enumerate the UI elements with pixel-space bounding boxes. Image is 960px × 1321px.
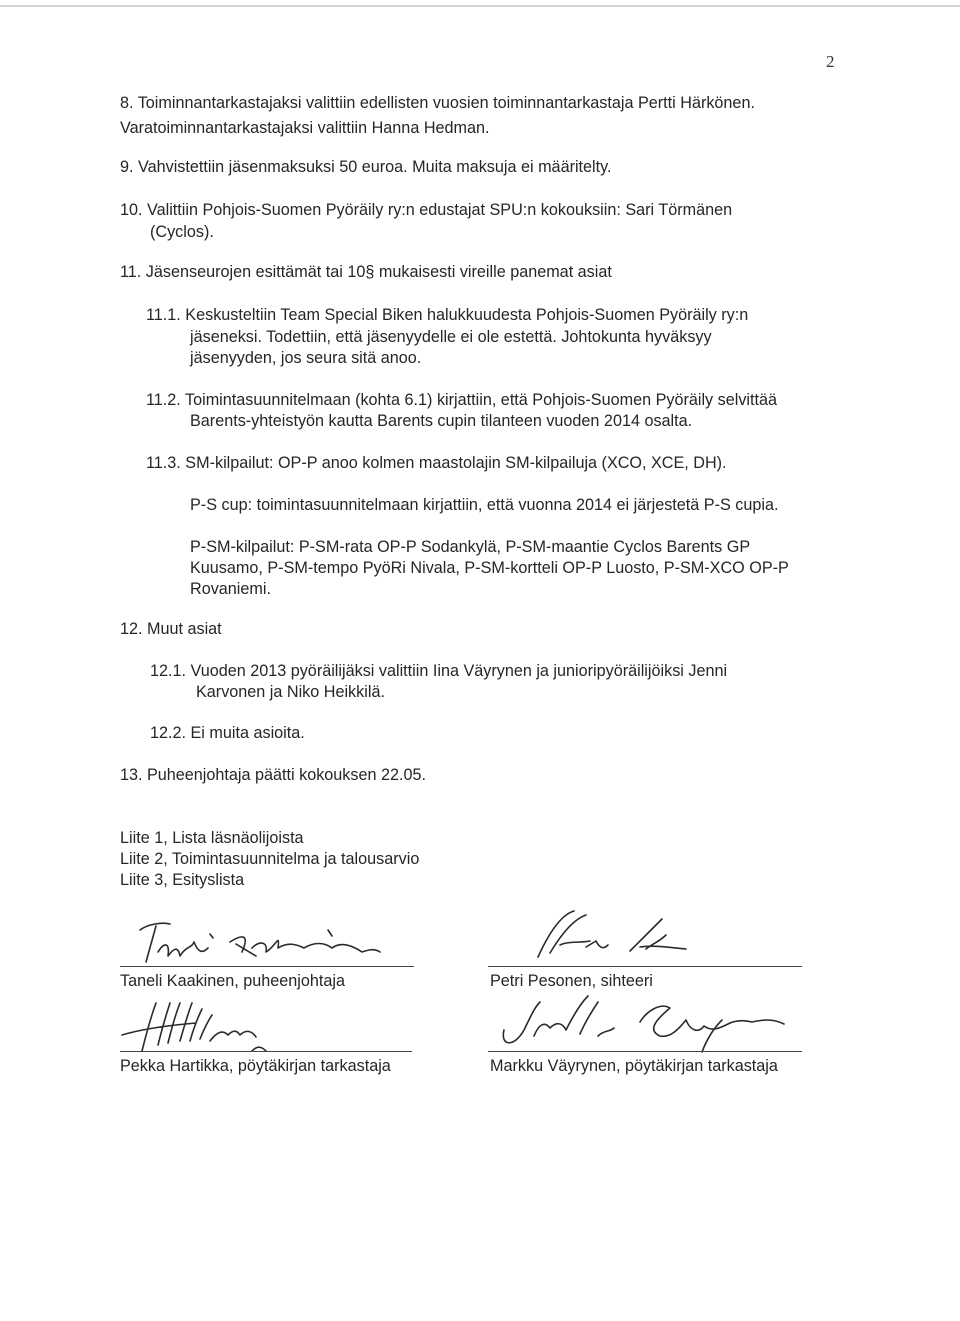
secretary-name: Petri Pesonen, sihteeri bbox=[490, 972, 653, 990]
item-11-3-psm-line-3: Rovaniemi. bbox=[190, 580, 271, 598]
attachment-2: Liite 2, Toimintasuunnitelma ja talousarvio bbox=[120, 850, 420, 868]
secretary-signature bbox=[490, 905, 750, 970]
scan-edge bbox=[0, 5, 960, 7]
checker-1-signature-line bbox=[120, 1051, 412, 1052]
chair-signature bbox=[118, 912, 418, 972]
item-11: 11. Jäsenseurojen esittämät tai 10§ mukaisesti vireille panemat asiat bbox=[120, 263, 612, 281]
item-12-1-line-2: Karvonen ja Niko Heikkilä. bbox=[196, 683, 385, 701]
item-12: 12. Muut asiat bbox=[120, 620, 222, 638]
item-11-1-line-1: 11.1. Keskusteltiin Team Special Biken halukkuudesta Pohjois-Suomen Pyöräily ry:n bbox=[146, 306, 749, 324]
item-9: 9. Vahvistettiin jäsenmaksuksi 50 euroa. Muita maksuja ei määritelty. bbox=[120, 158, 612, 176]
item-11-3-ps-cup: P-S cup: toimintasuunnitelmaan kirjattiin, että vuonna 2014 ei järjestetä P-S cupia. bbox=[190, 496, 779, 514]
chair-signature-line bbox=[120, 966, 414, 967]
item-11-3-psm-line-1: P-SM-kilpailut: P-SM-rata OP-P Sodankylä, P-SM-maantie Cyclos Barents GP bbox=[190, 538, 751, 556]
item-11-1-line-3: jäsenyyden, jos seura sitä anoo. bbox=[190, 349, 422, 367]
item-11-1-line-2: jäseneksi. Todettiin, että jäsenyydelle ei ole estettä. Johtokunta hyväksyy bbox=[190, 328, 712, 346]
item-11-2-line-1: 11.2. Toimintasuunnitelmaan (kohta 6.1) kirjattiin, että Pohjois-Suomen Pyöräily selvittää bbox=[146, 391, 778, 409]
checker-2-signature bbox=[490, 990, 790, 1065]
page-number: 2 bbox=[826, 52, 835, 71]
item-10-line-2: (Cyclos). bbox=[150, 223, 214, 241]
chair-name: Taneli Kaakinen, puheenjohtaja bbox=[120, 972, 346, 990]
item-8-line-1: 8. Toiminnantarkastajaksi valittiin edellisten vuosien toiminnantarkastaja Pertti Härkönen. bbox=[120, 94, 755, 112]
item-12-1-line-1: 12.1. Vuoden 2013 pyöräilijäksi valittiin Iina Väyrynen ja junioripyöräilijöiksi Jenni bbox=[150, 662, 728, 680]
item-8-line-2: Varatoiminnantarkastajaksi valittiin Hanna Hedman. bbox=[120, 119, 490, 137]
attachment-3: Liite 3, Esityslista bbox=[120, 871, 245, 889]
item-13: 13. Puheenjohtaja päätti kokouksen 22.05. bbox=[120, 766, 426, 784]
attachment-1: Liite 1, Lista läsnäolijoista bbox=[120, 829, 304, 847]
checker-2-name: Markku Väyrynen, pöytäkirjan tarkastaja bbox=[490, 1057, 778, 1075]
item-11-3: 11.3. SM-kilpailut: OP-P anoo kolmen maastolajin SM-kilpailuja (XCO, XCE, DH). bbox=[146, 454, 727, 472]
checker-2-signature-line bbox=[488, 1051, 802, 1052]
item-12-2: 12.2. Ei muita asioita. bbox=[150, 724, 305, 742]
checker-1-name: Pekka Hartikka, pöytäkirjan tarkastaja bbox=[120, 1057, 391, 1075]
item-11-2-line-2: Barents-yhteistyön kautta Barents cupin tilanteen vuoden 2014 osalta. bbox=[190, 412, 693, 430]
item-10-line-1: 10. Valittiin Pohjois-Suomen Pyöräily ry:n edustajat SPU:n kokouksiin: Sari Törmänen bbox=[120, 201, 733, 219]
item-11-3-psm-line-2: Kuusamo, P-SM-tempo PyöRi Nivala, P-SM-kortteli OP-P Luosto, P-SM-XCO OP-P bbox=[190, 559, 789, 577]
secretary-signature-line bbox=[488, 966, 802, 967]
